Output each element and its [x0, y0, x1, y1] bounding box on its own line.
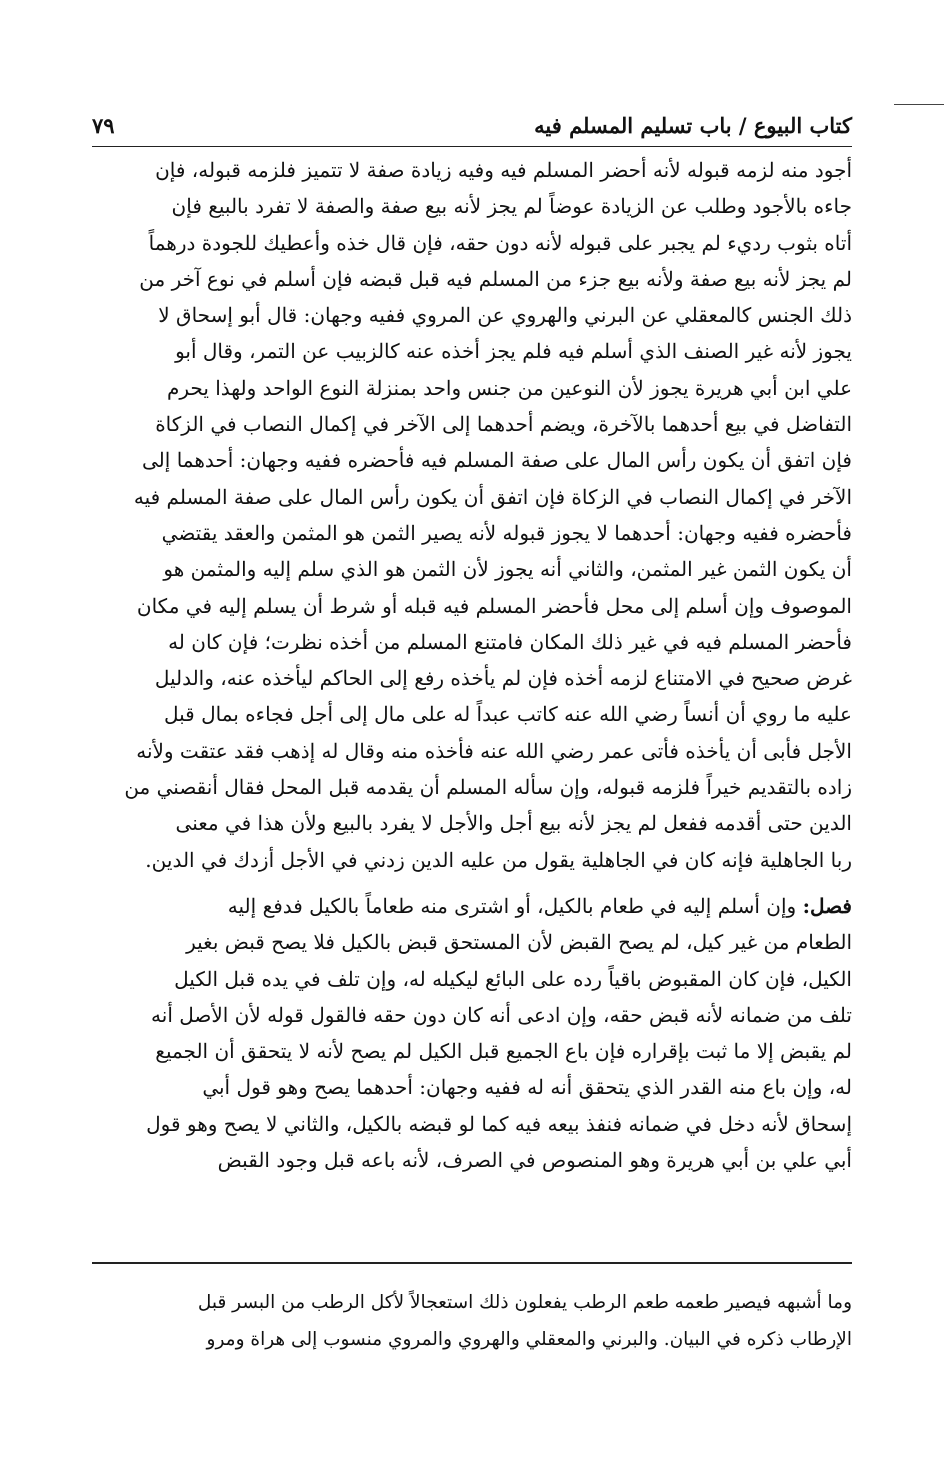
text-line: لم يجز لأنه بيع صفة ولأنه بيع جزء من المسلم فيه قبل قبضه فإن أسلم في نوع آخر من: [139, 266, 852, 291]
text-line: أن يكون الثمن غير المثمن، والثاني أنه يجوز لأن الثمن هو الذي سلم إليه والمثمن هو: [163, 557, 852, 582]
footnote-rule: [92, 1262, 852, 1264]
footnote-line: الإرطاب ذكره في البيان. والبرني والمعقلي والهروي والمروي منسوب إلى هراة ومرو: [206, 1329, 852, 1350]
text-line: الكيل، فإن كان المقبوض باقياً رده على البائع ليكيله له، وإن تلف في يده قبل الكيل: [174, 966, 852, 991]
text-line: علي ابن أبي هريرة يجوز لأن النوعين من جنس واحد بمنزلة النوع الواحد ولهذا يحرم: [167, 375, 852, 400]
footnote: [92, 1284, 852, 1358]
text-line: له، وإن باع منه القدر الذي يتحقق أنه له ففيه وجهان: أحدهما يصح وهو قول أبي: [202, 1075, 852, 1100]
fasl-heading: فصل:: [802, 893, 852, 918]
text-line: إسحاق لأنه دخل في ضمانه فنفذ بيعه فيه كما لو قبضه بالكيل، والثاني لا يصح وهو قول: [146, 1111, 852, 1136]
text-line: أتاه بثوب رديء لم يجبر على قبوله لأنه دون حقه، فإن قال خذه وأعطيك للجودة درهماً: [148, 230, 852, 255]
text-line: غرض صحيح في الامتناع لزمه أخذه فإن لم يأخذه رفع إلى الحاكم ليأخذه عنه، والدليل: [154, 666, 852, 691]
text-line: [92, 888, 852, 924]
paragraph-1: [92, 152, 852, 878]
text-line: لم يقبض إلا ما ثبت بإقراره فإن باع الجميع قبل الكيل لم يصح لأنه لا يتحقق أن الجميع: [155, 1039, 852, 1064]
page-number: ٧٩: [92, 112, 115, 138]
scan-edge-mark: [894, 104, 944, 105]
paragraph-gap: [92, 878, 852, 888]
text-line: الطعام من غير كيل، لم يصح القبض لأن المستحق قبض بالكيل فلا يصح قبض بغير: [186, 930, 852, 955]
text-line: الآخر في إكمال النصاب في الزكاة فإن اتفق أن يكون رأس المال على صفة المسلم فيه: [133, 484, 852, 509]
running-header: [92, 108, 852, 142]
header-rule: [92, 146, 852, 147]
text-line: الموصوف وإن أسلم إلى محل فأحضر المسلم فيه قبله أو شرط أن يسلم إليه في مكان: [136, 593, 852, 618]
footnote-line: وما أشبهه فيصير طعمه طعم الرطب يفعلون ذلك استعجالاً لأكل الرطب من البسر قبل: [197, 1292, 852, 1313]
text-line: عليه ما روي أن أنساً رضي الله عنه كاتب عبداً له على مال إلى أجل فجاءه بمال قبل: [163, 702, 852, 727]
text-line: تلف من ضمانه لأنه قبض حقه، وإن ادعى أنه كان دون حقه فالقول قوله لأن الأصل أنه: [151, 1002, 852, 1027]
text-line: فأحضر المسلم فيه في غير ذلك المكان فامتنع المسلم من أخذه نظرت؛ فإن كان له: [168, 629, 852, 654]
text-line: فإن اتفق أن يكون رأس المال على صفة المسلم فيه فأحضره ففيه وجهان: أحدهما إلى: [142, 448, 852, 473]
running-title: كتاب البيوع / باب تسليم المسلم فيه: [534, 112, 852, 138]
main-text: [92, 152, 852, 1178]
text-line: ربا الجاهلية فإنه كان في الجاهلية يقول من عليه الدين زدني في الأجل أزدك في الدين.: [145, 847, 852, 872]
text-line: ذلك الجنس كالمعقلي عن البرني والهروي عن المروي ففيه وجهان: قال أبو إسحاق لا: [158, 303, 852, 328]
text-line: أجود منه لزمه قبوله لأنه أحضر المسلم فيه وفيه زيادة صفة لا تتميز فلزمه قبوله، فإن: [155, 158, 852, 182]
paragraph-fasl: [92, 888, 852, 1178]
text-line: أبي علي بن أبي هريرة وهو المنصوص في الصرف، لأنه باعه قبل وجود القبض: [217, 1148, 852, 1173]
text-line: فأحضره ففيه وجهان: أحدهما لا يجوز قبوله لأنه يصير الثمن هو المثمن والعقد يقتضي: [161, 520, 852, 545]
text-line: الأجل فأبى أن يأخذه فأتى عمر رضي الله عنه فأخذه منه وقال له إذهب فقد عتقت ولأنه: [136, 738, 852, 763]
text-line: جاءه بالأجود وطلب عن الزيادة عوضاً لم يجز لأنه بيع صفة والصفة لا تفرد بالبيع فإن: [171, 194, 852, 219]
text-line: زاده بالتقديم خيراً فلزمه قبوله، وإن سأله المسلم أن يقدمه قبل المحل فقال أنقصني من: [124, 775, 852, 800]
fasl-first-line: وإن أسلم إليه في طعام بالكيل، أو اشترى منه طعاماً بالكيل فدفع إليه: [227, 893, 797, 918]
text-line: يجوز لأنه غير الصنف الذي أسلم فيه فلم يجز أخذه عنه كالزبيب عن التمر، وقال أبو: [175, 339, 852, 364]
text-line: الدين حتى أقدمه ففعل لم يجز لأنه بيع أجل والأجل لا يفرد بالبيع ولأن هذا في معنى: [175, 811, 852, 836]
text-line: التفاضل في بيع أحدهما بالآخرة، ويضم أحدهما إلى الآخر في إكمال النصاب في الزكاة: [155, 412, 852, 437]
